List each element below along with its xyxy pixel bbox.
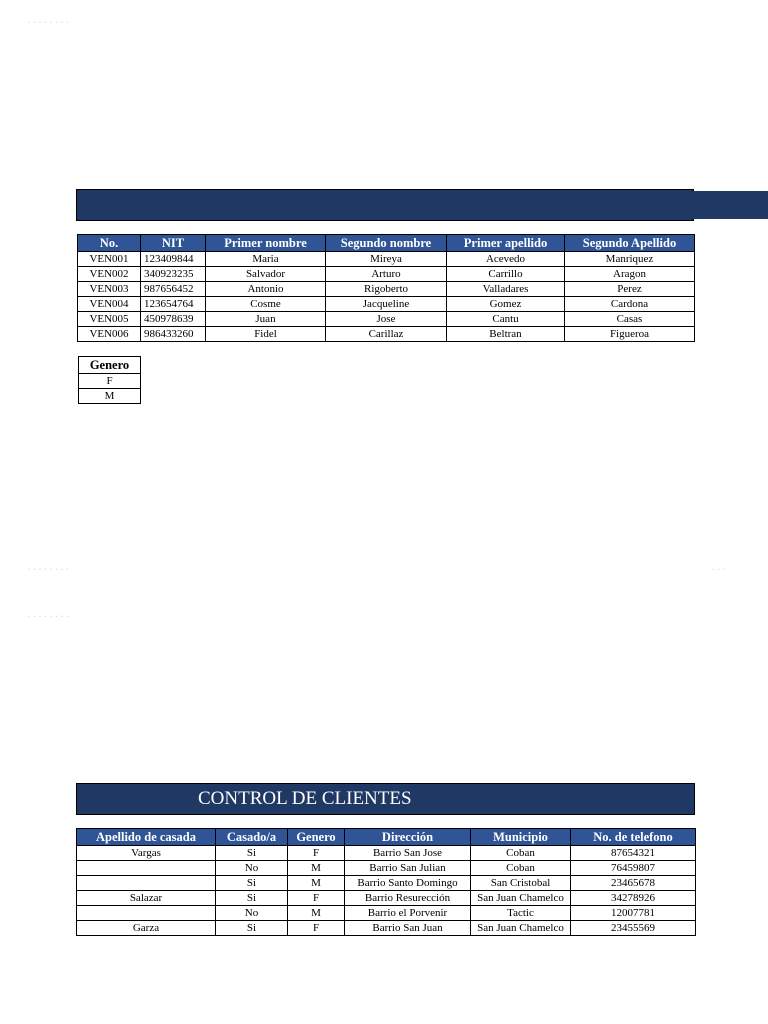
genero-cell: F bbox=[79, 374, 141, 389]
page-mark-top: · · · · · · · · bbox=[28, 20, 70, 26]
col-header-segundo-apellido: Segundo Apellido bbox=[565, 235, 695, 252]
table-row bbox=[78, 267, 695, 282]
cell-casado: Si bbox=[216, 876, 288, 891]
cell-genero: M bbox=[288, 906, 345, 921]
cell-segundo-nombre: Jose bbox=[326, 312, 447, 327]
cell-segundo-apellido: Aragon bbox=[565, 267, 695, 282]
cell-primer-apellido: Beltran bbox=[447, 327, 565, 342]
cell-segundo-nombre: Arturo bbox=[326, 267, 447, 282]
col-header-segundo-nombre: Segundo nombre bbox=[326, 235, 447, 252]
cell-municipio: San Juan Chamelco bbox=[471, 891, 571, 906]
table-row bbox=[78, 252, 695, 267]
clients-title: CONTROL DE CLIENTES bbox=[198, 788, 412, 809]
cell-primer-nombre: Salvador bbox=[206, 267, 326, 282]
page-mark-footer-left: · · · · · · · · bbox=[28, 567, 70, 573]
cell-apellido-casada bbox=[77, 876, 216, 891]
genero-header-row bbox=[79, 357, 141, 374]
cell-casado: No bbox=[216, 906, 288, 921]
cell-direccion: Barrio Santo Domingo bbox=[345, 876, 471, 891]
cell-municipio: San Cristobal bbox=[471, 876, 571, 891]
clients-header-row bbox=[77, 829, 696, 846]
col-header-nit: NIT bbox=[141, 235, 206, 252]
cell-direccion: Barrio San Juan bbox=[345, 921, 471, 936]
cell-primer-nombre: Antonio bbox=[206, 282, 326, 297]
vendors-title-band bbox=[76, 189, 694, 221]
table-row bbox=[79, 389, 141, 404]
page-mark-footer-right: · · · bbox=[712, 567, 726, 573]
col-header-primer-nombre: Primer nombre bbox=[206, 235, 326, 252]
vendors-header-row bbox=[78, 235, 695, 252]
page-mark-top-2: · · · · · · · · bbox=[28, 614, 70, 620]
table-row bbox=[77, 861, 696, 876]
cell-apellido-casada bbox=[77, 861, 216, 876]
cell-segundo-apellido: Perez bbox=[565, 282, 695, 297]
table-row bbox=[78, 282, 695, 297]
table-row bbox=[77, 906, 696, 921]
cell-telefono: 23465678 bbox=[571, 876, 696, 891]
cell-direccion: Barrio San Jose bbox=[345, 846, 471, 861]
cell-nit: 123409844 bbox=[141, 252, 206, 267]
col-header-telefono: No. de telefono bbox=[571, 829, 696, 846]
cell-apellido-casada bbox=[77, 906, 216, 921]
cell-primer-apellido: Valladares bbox=[447, 282, 565, 297]
col-header-apellido-casada: Apellido de casada bbox=[77, 829, 216, 846]
table-row bbox=[78, 327, 695, 342]
col-header-genero: Genero bbox=[288, 829, 345, 846]
cell-apellido-casada: Vargas bbox=[77, 846, 216, 861]
cell-primer-nombre: Cosme bbox=[206, 297, 326, 312]
cell-segundo-nombre: Carillaz bbox=[326, 327, 447, 342]
cell-segundo-apellido: Manriquez bbox=[565, 252, 695, 267]
table-row bbox=[77, 921, 696, 936]
cell-genero: M bbox=[288, 861, 345, 876]
cell-telefono: 23455569 bbox=[571, 921, 696, 936]
cell-genero: M bbox=[288, 876, 345, 891]
cell-casado: Si bbox=[216, 921, 288, 936]
cell-telefono: 12007781 bbox=[571, 906, 696, 921]
cell-primer-apellido: Cantu bbox=[447, 312, 565, 327]
cell-segundo-apellido: Figueroa bbox=[565, 327, 695, 342]
vendors-table bbox=[77, 234, 695, 342]
cell-telefono: 34278926 bbox=[571, 891, 696, 906]
cell-apellido-casada: Salazar bbox=[77, 891, 216, 906]
cell-municipio: Tactic bbox=[471, 906, 571, 921]
col-header-casado: Casado/a bbox=[216, 829, 288, 846]
cell-no: VEN002 bbox=[78, 267, 141, 282]
cell-casado: Si bbox=[216, 846, 288, 861]
vendors-title-band-extension bbox=[693, 191, 768, 219]
cell-primer-apellido: Carrillo bbox=[447, 267, 565, 282]
cell-genero: F bbox=[288, 846, 345, 861]
cell-no: VEN003 bbox=[78, 282, 141, 297]
cell-primer-apellido: Gomez bbox=[447, 297, 565, 312]
cell-municipio: Coban bbox=[471, 861, 571, 876]
cell-primer-nombre: Fidel bbox=[206, 327, 326, 342]
genero-header: Genero bbox=[79, 357, 141, 374]
cell-casado: Si bbox=[216, 891, 288, 906]
cell-genero: F bbox=[288, 891, 345, 906]
cell-direccion: Barrio San Julian bbox=[345, 861, 471, 876]
cell-segundo-apellido: Casas bbox=[565, 312, 695, 327]
genero-cell: M bbox=[79, 389, 141, 404]
cell-nit: 450978639 bbox=[141, 312, 206, 327]
cell-genero: F bbox=[288, 921, 345, 936]
cell-municipio: San Juan Chamelco bbox=[471, 921, 571, 936]
cell-no: VEN001 bbox=[78, 252, 141, 267]
cell-segundo-nombre: Jacqueline bbox=[326, 297, 447, 312]
cell-primer-nombre: Maria bbox=[206, 252, 326, 267]
cell-municipio: Coban bbox=[471, 846, 571, 861]
table-row bbox=[77, 876, 696, 891]
cell-telefono: 87654321 bbox=[571, 846, 696, 861]
cell-casado: No bbox=[216, 861, 288, 876]
cell-nit: 340923235 bbox=[141, 267, 206, 282]
clients-table bbox=[76, 828, 696, 936]
cell-no: VEN006 bbox=[78, 327, 141, 342]
table-row bbox=[79, 374, 141, 389]
cell-no: VEN004 bbox=[78, 297, 141, 312]
cell-apellido-casada: Garza bbox=[77, 921, 216, 936]
table-row bbox=[78, 297, 695, 312]
table-row bbox=[77, 891, 696, 906]
cell-nit: 986433260 bbox=[141, 327, 206, 342]
cell-primer-nombre: Juan bbox=[206, 312, 326, 327]
cell-no: VEN005 bbox=[78, 312, 141, 327]
cell-segundo-nombre: Rigoberto bbox=[326, 282, 447, 297]
col-header-direccion: Dirección bbox=[345, 829, 471, 846]
cell-nit: 987656452 bbox=[141, 282, 206, 297]
cell-direccion: Barrio Resurección bbox=[345, 891, 471, 906]
genero-table bbox=[78, 356, 141, 404]
table-row bbox=[78, 312, 695, 327]
cell-direccion: Barrio el Porvenir bbox=[345, 906, 471, 921]
col-header-no: No. bbox=[78, 235, 141, 252]
cell-segundo-nombre: Mireya bbox=[326, 252, 447, 267]
cell-segundo-apellido: Cardona bbox=[565, 297, 695, 312]
clients-title-band bbox=[76, 783, 695, 815]
table-row bbox=[77, 846, 696, 861]
cell-telefono: 76459807 bbox=[571, 861, 696, 876]
col-header-primer-apellido: Primer apellido bbox=[447, 235, 565, 252]
cell-nit: 123654764 bbox=[141, 297, 206, 312]
cell-primer-apellido: Acevedo bbox=[447, 252, 565, 267]
col-header-municipio: Municipio bbox=[471, 829, 571, 846]
